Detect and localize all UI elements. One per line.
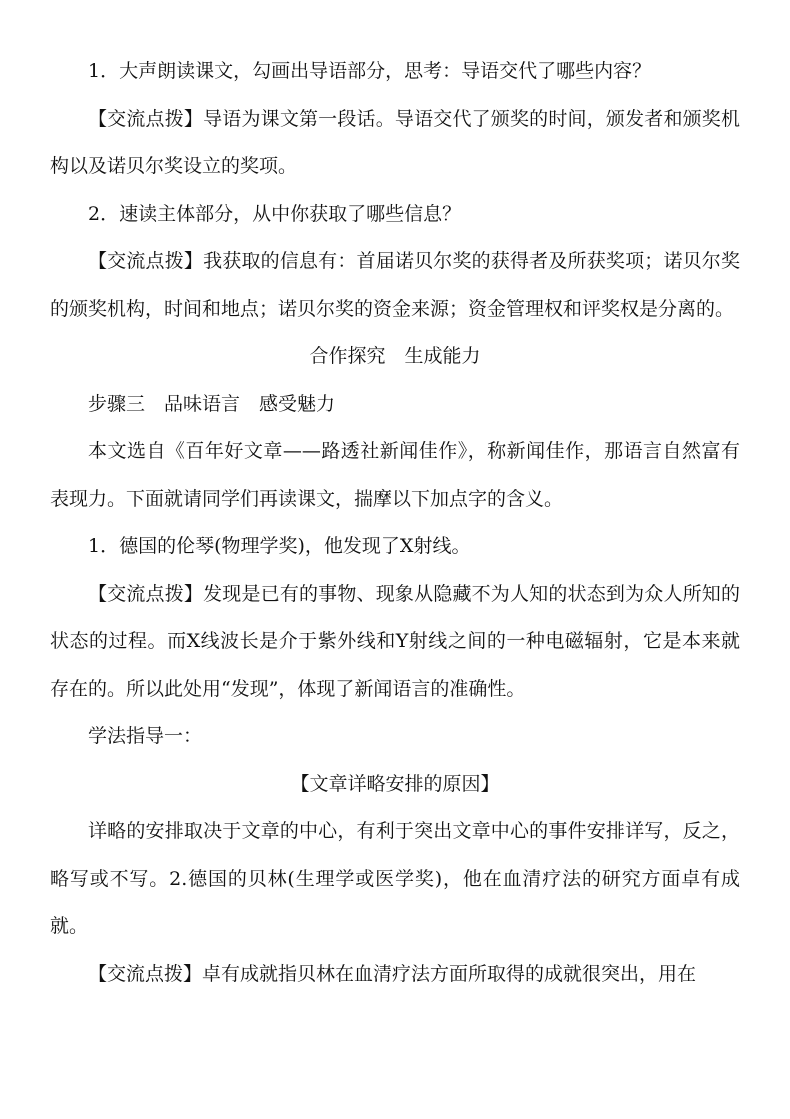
section-heading: 合作探究 生成能力 bbox=[309, 345, 481, 367]
step-heading: 步骤三 品味语言 感受魅力 bbox=[88, 392, 336, 415]
paragraph-answer-4: 【交流点拨】卓有成就指贝林在血清疗法方面所取得的成就很突出，用在 bbox=[88, 962, 697, 985]
method-guide-label: 学法指导一： bbox=[88, 725, 203, 747]
paragraph-answer-1: 【交流点拨】导语为课文第一段话。导语交代了颁奖的时间，颁发者和颁奖机构以及诺贝尔奖设立的奖项。 bbox=[50, 107, 740, 177]
paragraph-intro: 本文选自《百年好文章——路透社新闻佳作》，称新闻佳作，那语言自然富有表现力。下面就请同学们再读课文，揣摩以下加点字的含义。 bbox=[50, 440, 740, 510]
paragraph-answer-3: 【交流点拨】发现是已有的事物、现象从隐藏不为人知的状态到为众人所知的状态的过程。而X线波长是介于紫外线和Y射线之间的一种电磁辐射，它是本来就存在的。所以此处用“发现”，体现了新闻语言的准确性。 bbox=[50, 582, 740, 700]
paragraph-question-2: 2．速读主体部分，从中你获取了哪些信息？ bbox=[88, 202, 462, 225]
paragraph-item-1: 1．德国的伦琴(物理学奖)，他发现了X射线。 bbox=[88, 535, 471, 557]
paragraph-method-guide: 详略的安排取决于文章的中心，有利于突出文章中心的事件安排详写，反之，略写或不写。2.德国的贝林(生理学或医学奖)，他在血清疗法的研究方面卓有成就。 bbox=[50, 820, 740, 937]
method-guide-title: 【文章详略安排的原因】 bbox=[290, 772, 500, 795]
paragraph-answer-2: 【交流点拨】我获取的信息有：首届诺贝尔奖的获得者及所获奖项；诺贝尔奖的颁奖机构，时间和地点；诺贝尔奖的资金来源；资金管理权和评奖权是分离的。 bbox=[50, 250, 740, 320]
paragraph-question-1: 1．大声朗读课文，勾画出导语部分，思考：导语交代了哪些内容？ bbox=[88, 60, 652, 82]
